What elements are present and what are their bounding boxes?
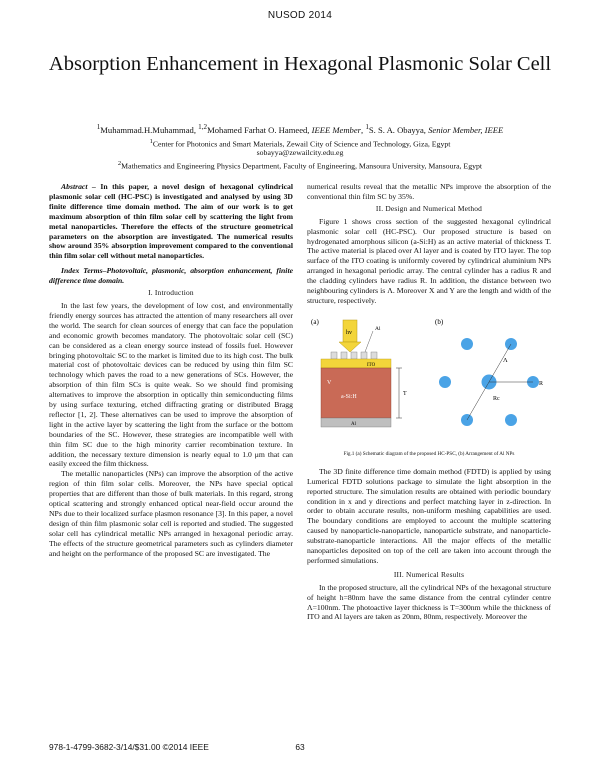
- results-heading: III. Numerical Results: [393, 569, 465, 579]
- np-al-label: Al: [375, 325, 381, 332]
- right-continuation: numerical results reveal that the metallic NPs improve the absorption of the conventional thin film SC by 35%.: [307, 182, 551, 201]
- design-paragraph-1: Figure 1 shows cross section of the suggested hexagonal cylindrical plasmonic solar cell (HC-PSC). Our proposed structure is based on hydrogenated amorphous silicon (a-Si:H) as an active material of thickness T. The active material is placed over Al layer and is coated by ITO layer. The top surface of the ITO coating is uniformly covered by cylindrical aluminium NPs arranged in hexagonal periodic array. The central cylinder has a radius R and the cladding cylinders have radius R. In addition, the distance between two neighbouring cylinders is Λ. Moreover X and Y are the length and width of the structure, respectively.: [307, 216, 551, 305]
- v-label: V: [327, 379, 332, 386]
- affiliation-1-text: Center for Photonics and Smart Materials, Zewail City of Science and Technology, Giza, Egypt: [152, 139, 451, 149]
- nanoparticle-left: [439, 376, 451, 388]
- paper-title: Absorption Enhancement in Hexagonal Plasmonic Solar Cell: [48, 53, 552, 75]
- footer-isbn: 978-1-4799-3682-3/14/$31.00 ©2014 IEEE: [49, 742, 209, 752]
- asi-layer: [321, 368, 391, 418]
- t-label: T: [403, 390, 407, 397]
- author-2: Mohamed Farhat O. Hameed,: [207, 124, 312, 135]
- author-3: S. S. A. Obayya,: [368, 124, 429, 135]
- abstract-label: Abstract –: [61, 182, 96, 191]
- nanoparticle: [361, 352, 367, 359]
- results-paragraph-1: In the proposed structure, all the cylindrical NPs of the hexagonal structure of height h=80nm have the same distance from the central cylinder centre Λ=100nm. The photoactive layer thickness is T=300nm while the thickness of ITO and Al layers are taken as 20nm, 80nm, respectively. Moreover the: [307, 582, 551, 622]
- rc-label: Rc: [493, 395, 500, 402]
- figure-label-a: (a): [311, 317, 319, 326]
- nanoparticle: [331, 352, 337, 359]
- nanoparticle: [341, 352, 347, 359]
- author-3-role: Senior Member, IEEE: [428, 124, 504, 135]
- left-column: [49, 182, 293, 559]
- nanoparticle-top-left: [461, 338, 473, 350]
- np-pointer-line: [365, 331, 373, 352]
- light-arrow-head: [339, 342, 361, 352]
- author-1-sup: 1: [96, 123, 101, 131]
- author-2-role: IEEE Member: [311, 124, 362, 135]
- author-2-sup: 1,2: [198, 123, 208, 131]
- al-bottom-label: Al: [351, 421, 356, 427]
- affiliation-1-sup: 1: [149, 138, 153, 145]
- index-terms-label: Index Terms–: [61, 266, 107, 276]
- al-bottom-layer: [321, 418, 391, 427]
- hv-label: hv: [346, 329, 352, 336]
- author-email: sobayya@zewailcity.edu.eg: [256, 148, 344, 157]
- figure-label-b: (b): [435, 317, 444, 326]
- nanoparticle: [351, 352, 357, 359]
- affiliation-2: [30, 159, 570, 172]
- author-1: Muhammad.H.Muhammad,: [100, 124, 199, 135]
- intro-paragraph-2: The metallic nanoparticles (NPs) can improve the absorption of the active region of thin film solar cells. Moreover, the NPs have special optical properties that are different than those of bulk materials. In this regard, strong optical scattering and strongly enhanced optical near-field occur around the NPs due to their localized surface plasmon resonance [3]. In this paper, a novel design of thin film plasmonic solar cell is reported and studied. The suggested solar cell has cylindrical metallic NPs arranged in hexagonal periodic array. The effects of the structure geometrical parameters such as cylinders diameter and height on the performance of the proposed SC are investigated. The: [49, 469, 293, 558]
- affiliation-2-sup: 2: [117, 160, 122, 167]
- abstract-text: In this paper, a novel design of hexagonal cylindrical plasmonic solar cell (HC-PSC) is investigated and analysed by using 3D finite difference time domain method. The aim of our work is to get maximum absorption of thin film solar cell by scattering the light from metal nanoparticles. Therefore the effects of the structure geometrical parameters on the absorption are investigated. The numerical results show around 35% absorption improvement compared to the conventional thin film solar cell without metal nanoparticles.: [49, 182, 293, 261]
- design-paragraph-2: The 3D finite difference time domain method (FDTD) is applied by using Lumerical FDTD solutions package to simulate the light absorption in the reported structure. The simulation results are obtained with periodic boundary condition in x and y directions and perfect matching layer in z-direction. In order to obtain accurate results, non-uniform meshing capabilities are used. The boundary conditions are employed to account the multiple scattering caused by nanoparticle-nanoparticle, nanoparticle substrate, and nanoparticle-substrate-nanoparticle interactions. All the major effects of the metallic nanoparticles deposited on top of the cell are taken into account through the performed simulations.: [307, 466, 551, 565]
- conference-header: NUSOD 2014: [267, 10, 333, 21]
- ito-label: ITO: [367, 362, 376, 368]
- intro-paragraph-1: In the last few years, the development of low cost, and environmentally friendly energy sources has attracted the attention of many researchers all over the world. The search for clean sources of energy that can face the population and economic growth becomes mandatory. The photovoltaic solar cell (SC) can be considered as a clean energy source instead of fossils fuel. However bringing photovoltaic SC to the market is limited due to its high cost. The bulk material cost of photovoltaic devices can be reduced by using thin film SC technology which paves the road to a new generations of SCs. However, the absorption of thin film SCs is quite weak. So we should find promising alternatives to improve the absorption in optically thin semiconducting films by using surface texturing, etched diffracting grating or distributed Bragg reflector [1, 2]. These alternatives can be used to improve the absorption of light in the active layer by scattering the light from the surface or the bottom boundaries of the SC. However, these strategies are incompatible well with thin film SC due to the high minority carrier recombination texture. In addition, the necessary texture dimension is nearly equal to 1.0 μm that can easily exceed the film thickness.: [49, 300, 293, 469]
- hexagonal-arrangement: [439, 338, 543, 426]
- r-label: R: [539, 380, 544, 387]
- figure-1: [307, 312, 551, 447]
- nanoparticle: [371, 352, 377, 359]
- rc-line: [467, 382, 489, 420]
- affiliation-2-text: Mathematics and Engineering Physics Department, Faculty of Engineering, Mansoura University, Mansoura, Egypt: [121, 161, 483, 171]
- schematic-cross-section: [321, 320, 407, 427]
- author-line: $^1$Muhammad.H.Muhammad, $^{1,2}$Mohamed Farhat O. Hameed, IEEE Member, $^1$S. S. A. Obayya, Senior Member, IEEE: [96, 123, 504, 135]
- ito-layer: [321, 359, 391, 368]
- index-terms: [49, 266, 293, 286]
- page-number: 63: [295, 742, 305, 752]
- lambda-label: Λ: [503, 356, 508, 364]
- design-heading: II. Design and Numerical Method: [375, 203, 483, 213]
- intro-heading: I. Introduction: [148, 288, 194, 298]
- abstract: [49, 182, 293, 261]
- asi-label: a-Si:H: [341, 393, 357, 400]
- figure-1-caption: Fig.1 (a) Schematic diagram of the proposed HC-PSC, (b) Arrangement of Al NPs: [343, 450, 515, 457]
- right-column: [307, 182, 551, 622]
- index-terms-text: Photovoltaic, plasmonic, absorption enhancement, finite difference time domain.: [49, 266, 293, 286]
- nanoparticle-bottom-right: [505, 414, 517, 426]
- figure-1-diagram: [307, 312, 551, 447]
- author-3-sup: 1: [365, 123, 369, 131]
